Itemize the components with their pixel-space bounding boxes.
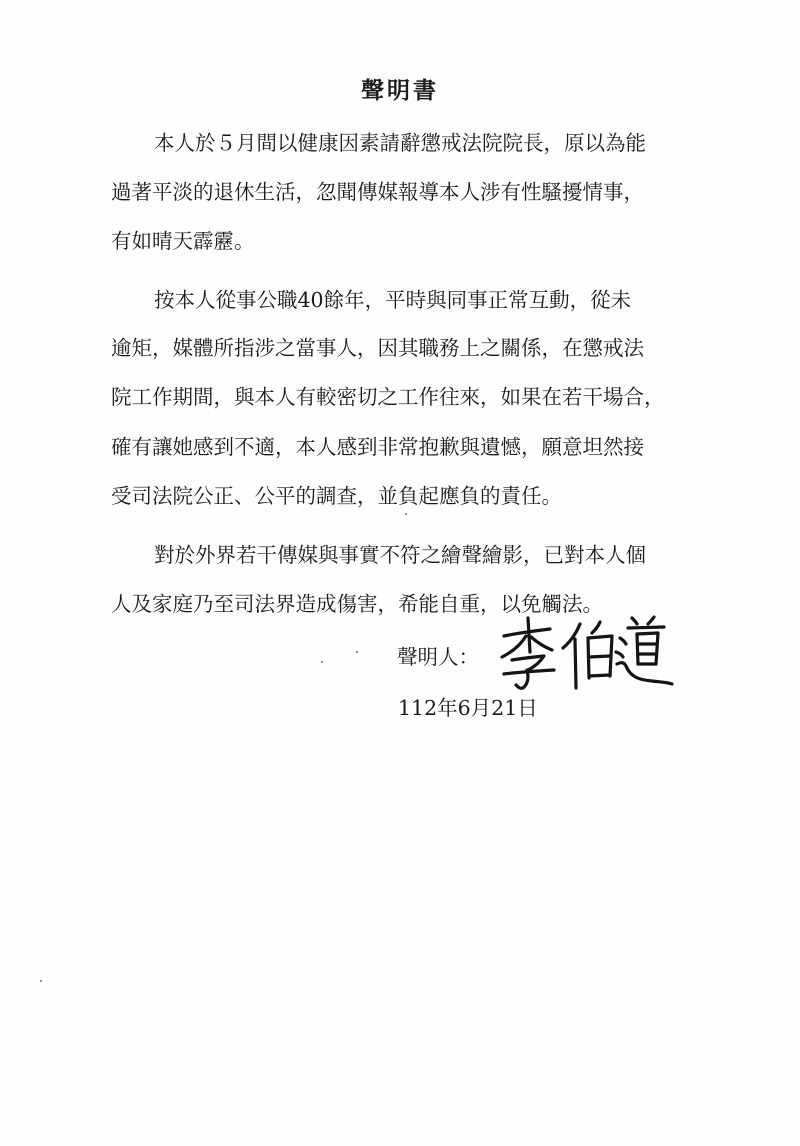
paragraph-2-line-5: 受司法院公正、公平的調查，並負起應負的責任。: [111, 484, 562, 508]
statement-date: 112年6月21日: [398, 696, 538, 720]
paragraph-1-line-1: 本人於５月間以健康因素請辭懲戒法院院長，原以為能: [154, 131, 646, 155]
paragraph-1-line-2: 過著平淡的退休生活，忽聞傳媒報導本人涉有性騷擾情事，: [111, 180, 644, 204]
paragraph-3-line-2: 人及家庭乃至司法界造成傷害，希能自重，以免觸法。: [111, 592, 603, 616]
paragraph-1-line-3: 有如晴天霹靂。: [111, 229, 255, 253]
scan-speck: [321, 661, 323, 663]
scan-speck: [356, 651, 358, 653]
paragraph-2-line-3: 院工作期間，與本人有較密切之工作往來，如果在若干場合，: [111, 385, 665, 409]
scan-speck: [40, 980, 42, 982]
handwritten-signature: [496, 612, 676, 692]
document-title: 聲明書: [361, 77, 439, 104]
scan-speck: [405, 513, 407, 515]
paragraph-2-line-4: 確有讓她感到不適，本人感到非常抱歉與遺憾，願意坦然接: [111, 435, 644, 459]
paragraph-3-line-1: 對於外界若干傳媒與事實不符之繪聲繪影，已對本人個: [154, 543, 646, 567]
signer-label: 聲明人：: [397, 645, 479, 669]
paragraph-2-line-1: 按本人從事公職40餘年，平時與同事正常互動，從未: [154, 288, 632, 312]
paragraph-2-line-2: 逾矩，媒體所指涉之當事人，因其職務上之關係，在懲戒法: [111, 336, 644, 360]
